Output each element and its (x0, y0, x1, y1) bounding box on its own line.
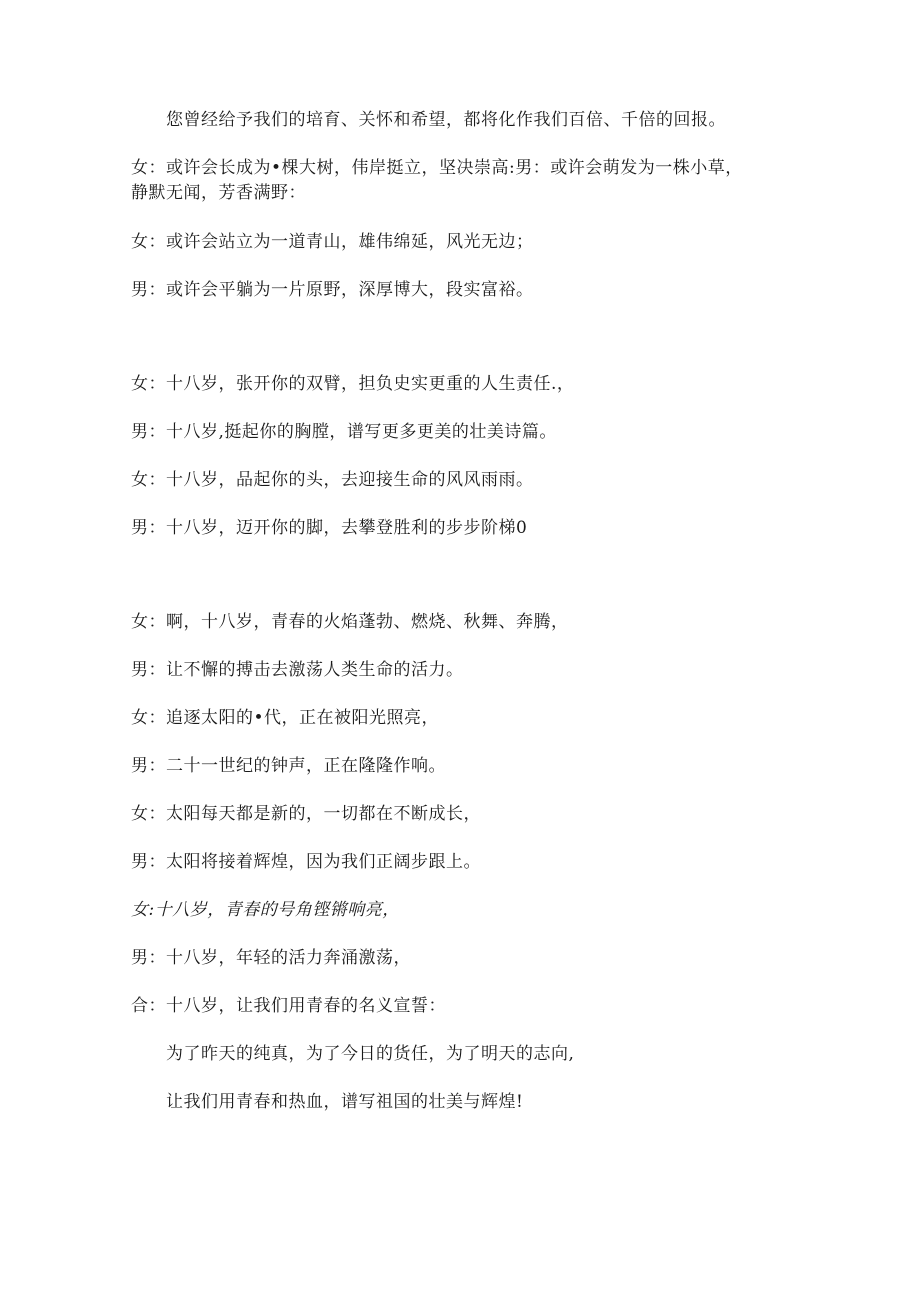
paragraph-intro: 您曾经给予我们的培育、关怀和希望，都将化作我们百倍、千倍的回报。 (166, 110, 726, 130)
paragraph-female-bugle: 女:十八岁，青春的号角铿锵响亮， (131, 900, 400, 920)
paragraph-female-new-sun: 女：太阳每天都是新的，一切都在不断成长， (131, 804, 481, 824)
paragraph-male-energy: 男：十八岁，年轻的活力奔涌激荡， (131, 948, 411, 968)
paragraph-female-male-tree-grass: 女：或许会长成为•棵大树，伟岸挺立，坚决崇高:男：或许会萌发为一株小草，静默无闻，芳香满野： (131, 158, 743, 203)
paragraph-oath-line-1: 为了昨天的纯真，为了今日的货任，为了明天的志向, (166, 1044, 575, 1064)
paragraph-male-bell: 男：二十一世纪的钟声，正在隆隆作响。 (131, 756, 446, 776)
paragraph-male-glory: 男：太阳将接着辉煌，因为我们正阔步跟上。 (131, 852, 481, 872)
paragraph-male-chest: 男：十八岁,挺起你的胸膛，谱写更多更美的壮美诗篇。 (131, 422, 557, 442)
paragraph-male-plain: 男：或许会平躺为一片原野，深厚博大，段实富裕。 (131, 280, 534, 300)
paragraph-female-arms: 女：十八岁，张开你的双臂，担负史实更重的人生责任.， (131, 374, 575, 394)
paragraph-female-flame: 女：啊，十八岁，青春的火焰蓬勃、燃烧、秋舞、奔腾， (131, 612, 569, 632)
paragraph-oath-line-2: 让我们用青春和热血，谱写祖国的壮美与辉煌! (166, 1092, 524, 1112)
paragraph-male-feet: 男：十八岁，迈开你的脚，去攀登胜利的步步阶梯0 (131, 518, 528, 538)
paragraph-female-sun-generation: 女：追逐太阳的•代，正在被阳光照亮， (131, 708, 440, 728)
paragraph-together-oath: 合：十八岁，让我们用青春的名义宣誓： (131, 996, 446, 1016)
paragraph-male-vitality: 男：让不懈的搏击去激荡人类生命的活力。 (131, 660, 464, 680)
paragraph-female-head: 女：十八岁，品起你的头，去迎接生命的风风雨雨。 (131, 470, 534, 490)
paragraph-female-mountain: 女：或许会站立为一道青山，雄伟绵延，风光无边； (131, 232, 534, 252)
